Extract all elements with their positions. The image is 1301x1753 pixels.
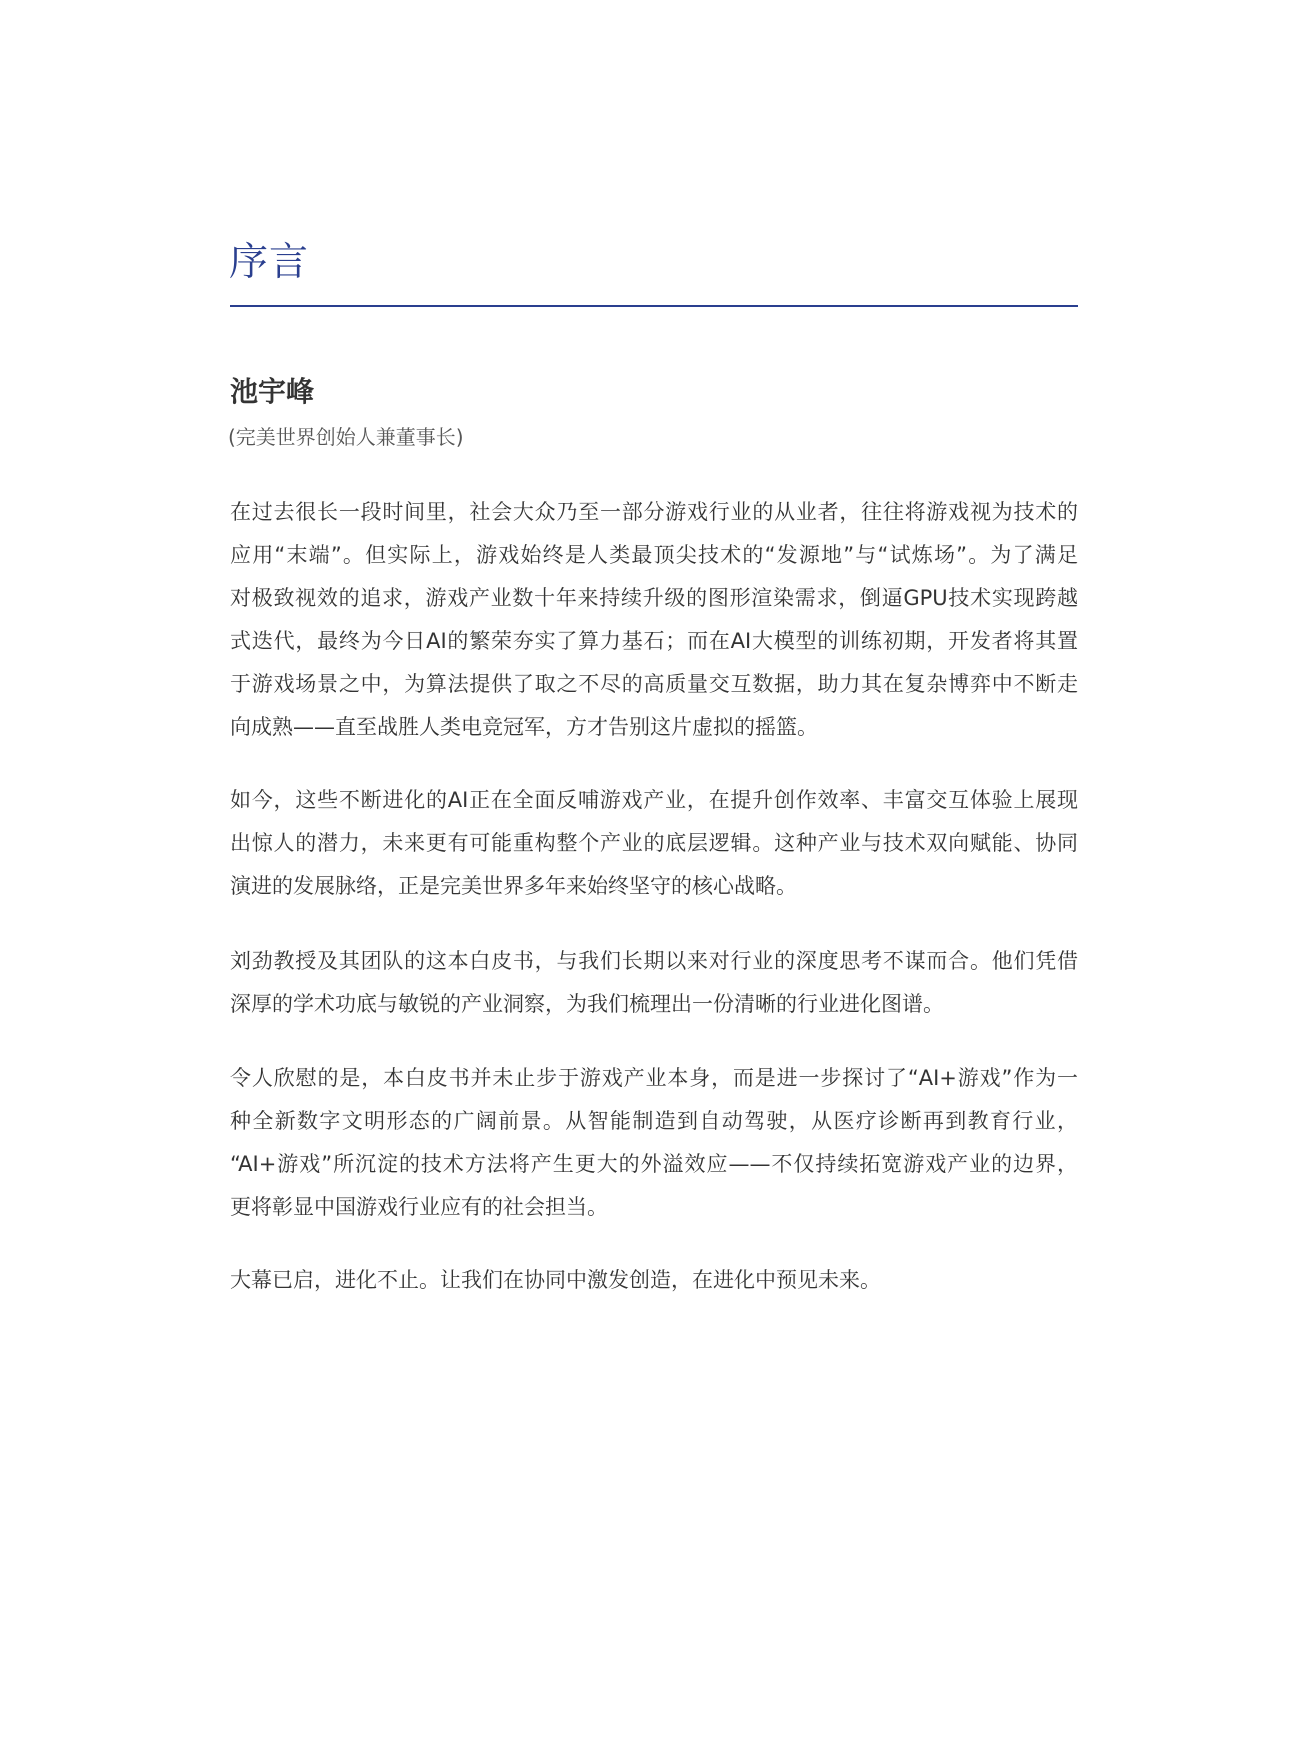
paragraph-line: 应用“末端”。但实际上，游戏始终是人类最顶尖技术的“发源地”与“试炼场”。为了满足: [230, 543, 1078, 567]
paragraph-line: 种全新数字文明形态的广阔前景。从智能制造到自动驾驶，从医疗诊断再到教育行业，: [230, 1109, 1078, 1133]
paragraph-line: 如今，这些不断进化的AI正在全面反哺游戏产业，在提升创作效率、丰富交互体验上展现: [230, 788, 1078, 812]
paragraph-line: 式迭代，最终为今日AI的繁荣夯实了算力基石；而在AI大模型的训练初期，开发者将其置: [230, 629, 1078, 653]
page-title: 序言: [229, 240, 310, 285]
paragraph: [230, 940, 1078, 1026]
paragraph-line: 刘劲教授及其团队的这本白皮书，与我们长期以来对行业的深度思考不谋而合。他们凭借: [230, 949, 1078, 973]
paragraph-line: 演进的发展脉络，正是完美世界多年来始终坚守的核心战略。: [230, 874, 797, 898]
paragraph-line: 出惊人的潜力，未来更有可能重构整个产业的底层逻辑。这种产业与技术双向赋能、协同: [230, 831, 1078, 855]
paragraph: [230, 491, 1078, 749]
paragraph: [230, 779, 1078, 908]
paragraph: [230, 1057, 1078, 1229]
paragraph-line: 令人欣慰的是，本白皮书并未止步于游戏产业本身，而是进一步探讨了“AI+游戏”作为一: [230, 1066, 1078, 1090]
paragraph-line: 向成熟——直至战胜人类电竞冠军，方才告别这片虚拟的摇篮。: [230, 715, 818, 739]
paragraph-line: 大幕已启，进化不止。让我们在协同中激发创造，在进化中预见未来。: [230, 1268, 881, 1292]
paragraph-line: “AI+游戏”所沉淀的技术方法将产生更大的外溢效应——不仅持续拓宽游戏产业的边界，: [230, 1152, 1078, 1176]
paragraph-line: 深厚的学术功底与敏锐的产业洞察，为我们梳理出一份清晰的行业进化图谱。: [230, 992, 944, 1016]
paragraph: [230, 1259, 1078, 1302]
author-role: (完美世界创始人兼董事长): [228, 425, 464, 449]
paragraph-line: 更将彰显中国游戏行业应有的社会担当。: [230, 1195, 608, 1219]
author-name: 池宇峰: [230, 375, 315, 408]
paragraph-line: 于游戏场景之中，为算法提供了取之不尽的高质量交互数据，助力其在复杂博弈中不断走: [230, 672, 1078, 696]
paragraph-line: 对极致视效的追求，游戏产业数十年来持续升级的图形渲染需求，倒逼GPU技术实现跨越: [230, 586, 1078, 610]
title-divider: [230, 305, 1078, 307]
paragraph-line: 在过去很长一段时间里，社会大众乃至一部分游戏行业的从业者，往往将游戏视为技术的: [230, 500, 1078, 524]
